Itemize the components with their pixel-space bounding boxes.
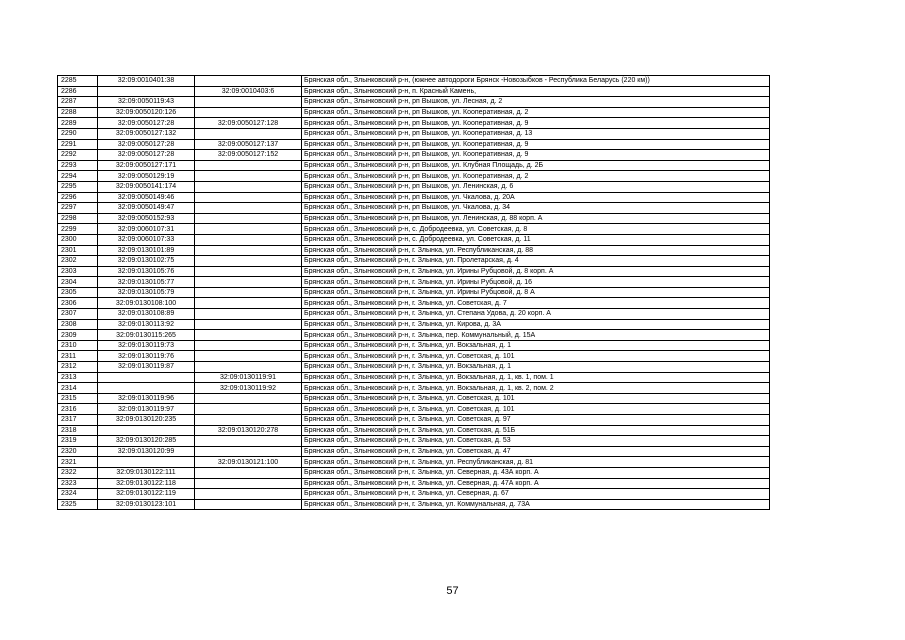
object-number-cell	[195, 203, 302, 214]
row-number-cell: 2286	[58, 86, 98, 97]
address-cell: Брянская обл., Злынковский р-н, г. Злынка, ул. Северная, д. 43А корп. А	[302, 467, 770, 478]
row-number-cell: 2295	[58, 181, 98, 192]
address-cell: Брянская обл., Злынковский р-н, г. Злынка, ул. Советская, д. 97	[302, 415, 770, 426]
parcel-number-cell: 32:09:0130119:96	[98, 393, 195, 404]
object-number-cell	[195, 351, 302, 362]
parcel-number-cell: 32:09:0050120:126	[98, 107, 195, 118]
table-row	[58, 436, 770, 447]
table-row	[58, 330, 770, 341]
row-number-cell: 2316	[58, 404, 98, 415]
row-number-cell: 2291	[58, 139, 98, 150]
address-cell: Брянская обл., Злынковский р-н, г. Злынка, ул. Советская, д. 47	[302, 446, 770, 457]
row-number-cell: 2296	[58, 192, 98, 203]
object-number-cell	[195, 309, 302, 320]
row-number-cell: 2309	[58, 330, 98, 341]
row-number-cell: 2292	[58, 150, 98, 161]
parcel-number-cell	[98, 425, 195, 436]
table-row	[58, 277, 770, 288]
parcel-number-cell: 32:09:0050127:171	[98, 160, 195, 171]
object-number-cell	[195, 467, 302, 478]
row-number-cell: 2317	[58, 415, 98, 426]
object-number-cell	[195, 393, 302, 404]
address-cell: Брянская обл., Злынковский р-н, рп Вышков, ул. Чкалова, д. 34	[302, 203, 770, 214]
table-row	[58, 171, 770, 182]
row-number-cell: 2290	[58, 128, 98, 139]
parcel-number-cell: 32:09:0130120:235	[98, 415, 195, 426]
row-number-cell: 2304	[58, 277, 98, 288]
address-cell: Брянская обл., Злынковский р-н, г. Злынка, ул. Вокзальная, д. 1, кв. 1, пом. 1	[302, 372, 770, 383]
object-number-cell	[195, 404, 302, 415]
table-row	[58, 351, 770, 362]
table-row	[58, 150, 770, 161]
object-number-cell	[195, 76, 302, 87]
table-row	[58, 266, 770, 277]
address-cell: Брянская обл., Злынковский р-н, г. Злынка, ул. Коммунальная, д. 73А	[302, 499, 770, 510]
row-number-cell: 2288	[58, 107, 98, 118]
address-cell: Брянская обл., Злынковский р-н, рп Вышков, ул. Клубная Площадь, д. 2Б	[302, 160, 770, 171]
parcel-number-cell: 32:09:0130105:77	[98, 277, 195, 288]
object-number-cell: 32:09:0050127:137	[195, 139, 302, 150]
table-row	[58, 404, 770, 415]
object-number-cell	[195, 362, 302, 373]
row-number-cell: 2301	[58, 245, 98, 256]
row-number-cell: 2285	[58, 76, 98, 87]
address-cell: Брянская обл., Злынковский р-н, г. Злынка, ул. Советская, д. 101	[302, 351, 770, 362]
object-number-cell	[195, 234, 302, 245]
row-number-cell: 2323	[58, 478, 98, 489]
row-number-cell: 2320	[58, 446, 98, 457]
page-number: 57	[446, 585, 459, 597]
table-row	[58, 478, 770, 489]
address-cell: Брянская обл., Злынковский р-н, п. Красный Камень,	[302, 86, 770, 97]
address-cell: Брянская обл., Злынковский р-н, г. Злынка, ул. Республиканская, д. 81	[302, 457, 770, 468]
object-number-cell	[195, 160, 302, 171]
object-number-cell	[195, 256, 302, 267]
row-number-cell: 2311	[58, 351, 98, 362]
object-number-cell	[195, 171, 302, 182]
parcel-number-cell: 32:09:0130113:92	[98, 319, 195, 330]
table-row	[58, 224, 770, 235]
table-row	[58, 256, 770, 267]
parcel-number-cell: 32:09:0050127:132	[98, 128, 195, 139]
table-row	[58, 97, 770, 108]
address-cell: Брянская обл., Злынковский р-н, рп Вышков, ул. Ленинская, д. 88 корп. А	[302, 213, 770, 224]
table-body	[58, 76, 770, 510]
table-row	[58, 372, 770, 383]
parcel-number-cell: 32:09:0130105:76	[98, 266, 195, 277]
object-number-cell: 32:09:0010403:6	[195, 86, 302, 97]
table-row	[58, 393, 770, 404]
object-number-cell: 32:09:0130119:92	[195, 383, 302, 394]
row-number-cell: 2307	[58, 309, 98, 320]
table-row	[58, 86, 770, 97]
object-number-cell: 32:09:0050127:152	[195, 150, 302, 161]
address-cell: Брянская обл., Злынковский р-н, г. Злынка, ул. Степана Удова, д. 20 корп. А	[302, 309, 770, 320]
address-cell: Брянская обл., Злынковский р-н, рп Вышков, ул. Кооперативная, д. 2	[302, 171, 770, 182]
address-cell: Брянская обл., Злынковский р-н, (южнее автодороги Брянск -Новозыбков - Республика Беларусь (220 км))	[302, 76, 770, 87]
object-number-cell: 32:09:0130120:278	[195, 425, 302, 436]
address-cell: Брянская обл., Злынковский р-н, рп Вышков, ул. Лесная, д. 2	[302, 97, 770, 108]
object-number-cell	[195, 266, 302, 277]
table-row	[58, 128, 770, 139]
row-number-cell: 2305	[58, 287, 98, 298]
object-number-cell: 32:09:0050127:128	[195, 118, 302, 129]
address-cell: Брянская обл., Злынковский р-н, рп Вышков, ул. Кооперативная, д. 13	[302, 128, 770, 139]
table-row	[58, 319, 770, 330]
parcel-number-cell: 32:09:0130120:285	[98, 436, 195, 447]
object-number-cell	[195, 446, 302, 457]
parcel-number-cell: 32:09:0050127:28	[98, 139, 195, 150]
object-number-cell	[195, 330, 302, 341]
row-number-cell: 2319	[58, 436, 98, 447]
address-cell: Брянская обл., Злынковский р-н, г. Злынка, ул. Северная, д. 67	[302, 489, 770, 500]
table-row	[58, 362, 770, 373]
row-number-cell: 2294	[58, 171, 98, 182]
parcel-number-cell: 32:09:0130108:100	[98, 298, 195, 309]
table-row	[58, 181, 770, 192]
object-number-cell	[195, 277, 302, 288]
row-number-cell: 2315	[58, 393, 98, 404]
object-number-cell	[195, 192, 302, 203]
table-row	[58, 118, 770, 129]
parcel-number-cell: 32:09:0130101:89	[98, 245, 195, 256]
object-number-cell	[195, 245, 302, 256]
parcel-number-cell	[98, 86, 195, 97]
row-number-cell: 2325	[58, 499, 98, 510]
table-row	[58, 234, 770, 245]
object-number-cell	[195, 489, 302, 500]
row-number-cell: 2297	[58, 203, 98, 214]
row-number-cell: 2298	[58, 213, 98, 224]
table-row	[58, 287, 770, 298]
row-number-cell: 2314	[58, 383, 98, 394]
address-cell: Брянская обл., Злынковский р-н, рп Вышков, ул. Кооперативная, д. 2	[302, 107, 770, 118]
row-number-cell: 2312	[58, 362, 98, 373]
object-number-cell	[195, 97, 302, 108]
table-row	[58, 107, 770, 118]
address-cell: Брянская обл., Злынковский р-н, г. Злынка, ул. Кирова, д. 3А	[302, 319, 770, 330]
parcel-number-cell: 32:09:0130102:75	[98, 256, 195, 267]
parcel-number-cell	[98, 383, 195, 394]
address-cell: Брянская обл., Злынковский р-н, с. Добродеевка, ул. Советская, д. 8	[302, 224, 770, 235]
parcel-number-cell: 32:09:0130108:89	[98, 309, 195, 320]
parcel-number-cell	[98, 372, 195, 383]
cadastral-table	[57, 75, 770, 510]
table-row	[58, 340, 770, 351]
object-number-cell	[195, 107, 302, 118]
parcel-number-cell: 32:09:0130122:111	[98, 467, 195, 478]
parcel-number-cell: 32:09:0130123:101	[98, 499, 195, 510]
object-number-cell	[195, 287, 302, 298]
row-number-cell: 2308	[58, 319, 98, 330]
object-number-cell: 32:09:0130119:91	[195, 372, 302, 383]
table-row	[58, 160, 770, 171]
address-cell: Брянская обл., Злынковский р-н, рп Вышков, ул. Кооперативная, д. 9	[302, 118, 770, 129]
object-number-cell	[195, 340, 302, 351]
row-number-cell: 2302	[58, 256, 98, 267]
address-cell: Брянская обл., Злынковский р-н, г. Злынка, ул. Советская, д. 101	[302, 393, 770, 404]
address-cell: Брянская обл., Злынковский р-н, г. Злынка, ул. Советская, д. 51Б	[302, 425, 770, 436]
row-number-cell: 2300	[58, 234, 98, 245]
row-number-cell: 2318	[58, 425, 98, 436]
address-cell: Брянская обл., Злынковский р-н, г. Злынка, ул. Советская, д. 53	[302, 436, 770, 447]
object-number-cell	[195, 319, 302, 330]
parcel-number-cell: 32:09:0050119:43	[98, 97, 195, 108]
object-number-cell	[195, 224, 302, 235]
address-cell: Брянская обл., Злынковский р-н, с. Добродеевка, ул. Советская, д. 11	[302, 234, 770, 245]
table-row	[58, 415, 770, 426]
table-row	[58, 383, 770, 394]
address-cell: Брянская обл., Злынковский р-н, г. Злынка, ул. Ирины Рубцовой, д. 8 корп. А	[302, 266, 770, 277]
address-cell: Брянская обл., Злынковский р-н, г. Злынка, пер. Коммунальный, д. 15А	[302, 330, 770, 341]
parcel-number-cell: 32:09:0050129:19	[98, 171, 195, 182]
table-row	[58, 425, 770, 436]
row-number-cell: 2293	[58, 160, 98, 171]
address-cell: Брянская обл., Злынковский р-н, рп Вышков, ул. Ленинская, д. 6	[302, 181, 770, 192]
object-number-cell	[195, 298, 302, 309]
parcel-number-cell: 32:09:0130122:119	[98, 489, 195, 500]
object-number-cell	[195, 415, 302, 426]
address-cell: Брянская обл., Злынковский р-н, г. Злынка, ул. Советская, д. 7	[302, 298, 770, 309]
parcel-number-cell: 32:09:0130119:97	[98, 404, 195, 415]
table-row	[58, 139, 770, 150]
table-row	[58, 203, 770, 214]
table-row	[58, 489, 770, 500]
table-row	[58, 446, 770, 457]
address-cell: Брянская обл., Злынковский р-н, рп Вышков, ул. Кооперативная, д. 9	[302, 150, 770, 161]
table-row	[58, 309, 770, 320]
table-row	[58, 245, 770, 256]
table-row	[58, 213, 770, 224]
address-cell: Брянская обл., Злынковский р-н, г. Злынка, ул. Вокзальная, д. 1, кв. 2, пом. 2	[302, 383, 770, 394]
parcel-number-cell	[98, 457, 195, 468]
address-cell: Брянская обл., Злынковский р-н, г. Злынка, ул. Советская, д. 101	[302, 404, 770, 415]
table-row	[58, 298, 770, 309]
address-cell: Брянская обл., Злынковский р-н, г. Злынка, ул. Вокзальная, д. 1	[302, 362, 770, 373]
parcel-number-cell: 32:09:0130120:99	[98, 446, 195, 457]
parcel-number-cell: 32:09:0130115:265	[98, 330, 195, 341]
parcel-number-cell: 32:09:0050152:93	[98, 213, 195, 224]
row-number-cell: 2321	[58, 457, 98, 468]
parcel-number-cell: 32:09:0050127:28	[98, 150, 195, 161]
object-number-cell	[195, 499, 302, 510]
object-number-cell	[195, 181, 302, 192]
address-cell: Брянская обл., Злынковский р-н, г. Злынка, ул. Вокзальная, д. 1	[302, 340, 770, 351]
table-row	[58, 467, 770, 478]
parcel-number-cell: 32:09:0130119:87	[98, 362, 195, 373]
table-row	[58, 499, 770, 510]
row-number-cell: 2324	[58, 489, 98, 500]
parcel-number-cell: 32:09:0010401:38	[98, 76, 195, 87]
table-row	[58, 192, 770, 203]
parcel-number-cell: 32:09:0130119:73	[98, 340, 195, 351]
parcel-number-cell: 32:09:0050149:46	[98, 192, 195, 203]
parcel-number-cell: 32:09:0050127:28	[98, 118, 195, 129]
table-row	[58, 457, 770, 468]
address-cell: Брянская обл., Злынковский р-н, г. Злынка, ул. Пролетарская, д. 4	[302, 256, 770, 267]
parcel-number-cell: 32:09:0130105:79	[98, 287, 195, 298]
parcel-number-cell: 32:09:0130119:76	[98, 351, 195, 362]
parcel-number-cell: 32:09:0050149:47	[98, 203, 195, 214]
object-number-cell	[195, 478, 302, 489]
row-number-cell: 2313	[58, 372, 98, 383]
object-number-cell: 32:09:0130121:100	[195, 457, 302, 468]
parcel-number-cell: 32:09:0060107:31	[98, 224, 195, 235]
parcel-number-cell: 32:09:0130122:118	[98, 478, 195, 489]
object-number-cell	[195, 213, 302, 224]
address-cell: Брянская обл., Злынковский р-н, г. Злынка, ул. Ирины Рубцовой, д. 8 А	[302, 287, 770, 298]
row-number-cell: 2287	[58, 97, 98, 108]
parcel-number-cell: 32:09:0050141:174	[98, 181, 195, 192]
address-cell: Брянская обл., Злынковский р-н, рп Вышков, ул. Чкалова, д. 20А	[302, 192, 770, 203]
object-number-cell	[195, 128, 302, 139]
address-cell: Брянская обл., Злынковский р-н, г. Злынка, ул. Республиканская, д. 88	[302, 245, 770, 256]
row-number-cell: 2303	[58, 266, 98, 277]
row-number-cell: 2299	[58, 224, 98, 235]
table-row	[58, 76, 770, 87]
row-number-cell: 2310	[58, 340, 98, 351]
row-number-cell: 2306	[58, 298, 98, 309]
row-number-cell: 2322	[58, 467, 98, 478]
address-cell: Брянская обл., Злынковский р-н, рп Вышков, ул. Кооперативная, д. 9	[302, 139, 770, 150]
address-cell: Брянская обл., Злынковский р-н, г. Злынка, ул. Ирины Рубцовой, д. 16	[302, 277, 770, 288]
parcel-number-cell: 32:09:0060107:33	[98, 234, 195, 245]
object-number-cell	[195, 436, 302, 447]
address-cell: Брянская обл., Злынковский р-н, г. Злынка, ул. Северная, д. 47А корп. А	[302, 478, 770, 489]
row-number-cell: 2289	[58, 118, 98, 129]
